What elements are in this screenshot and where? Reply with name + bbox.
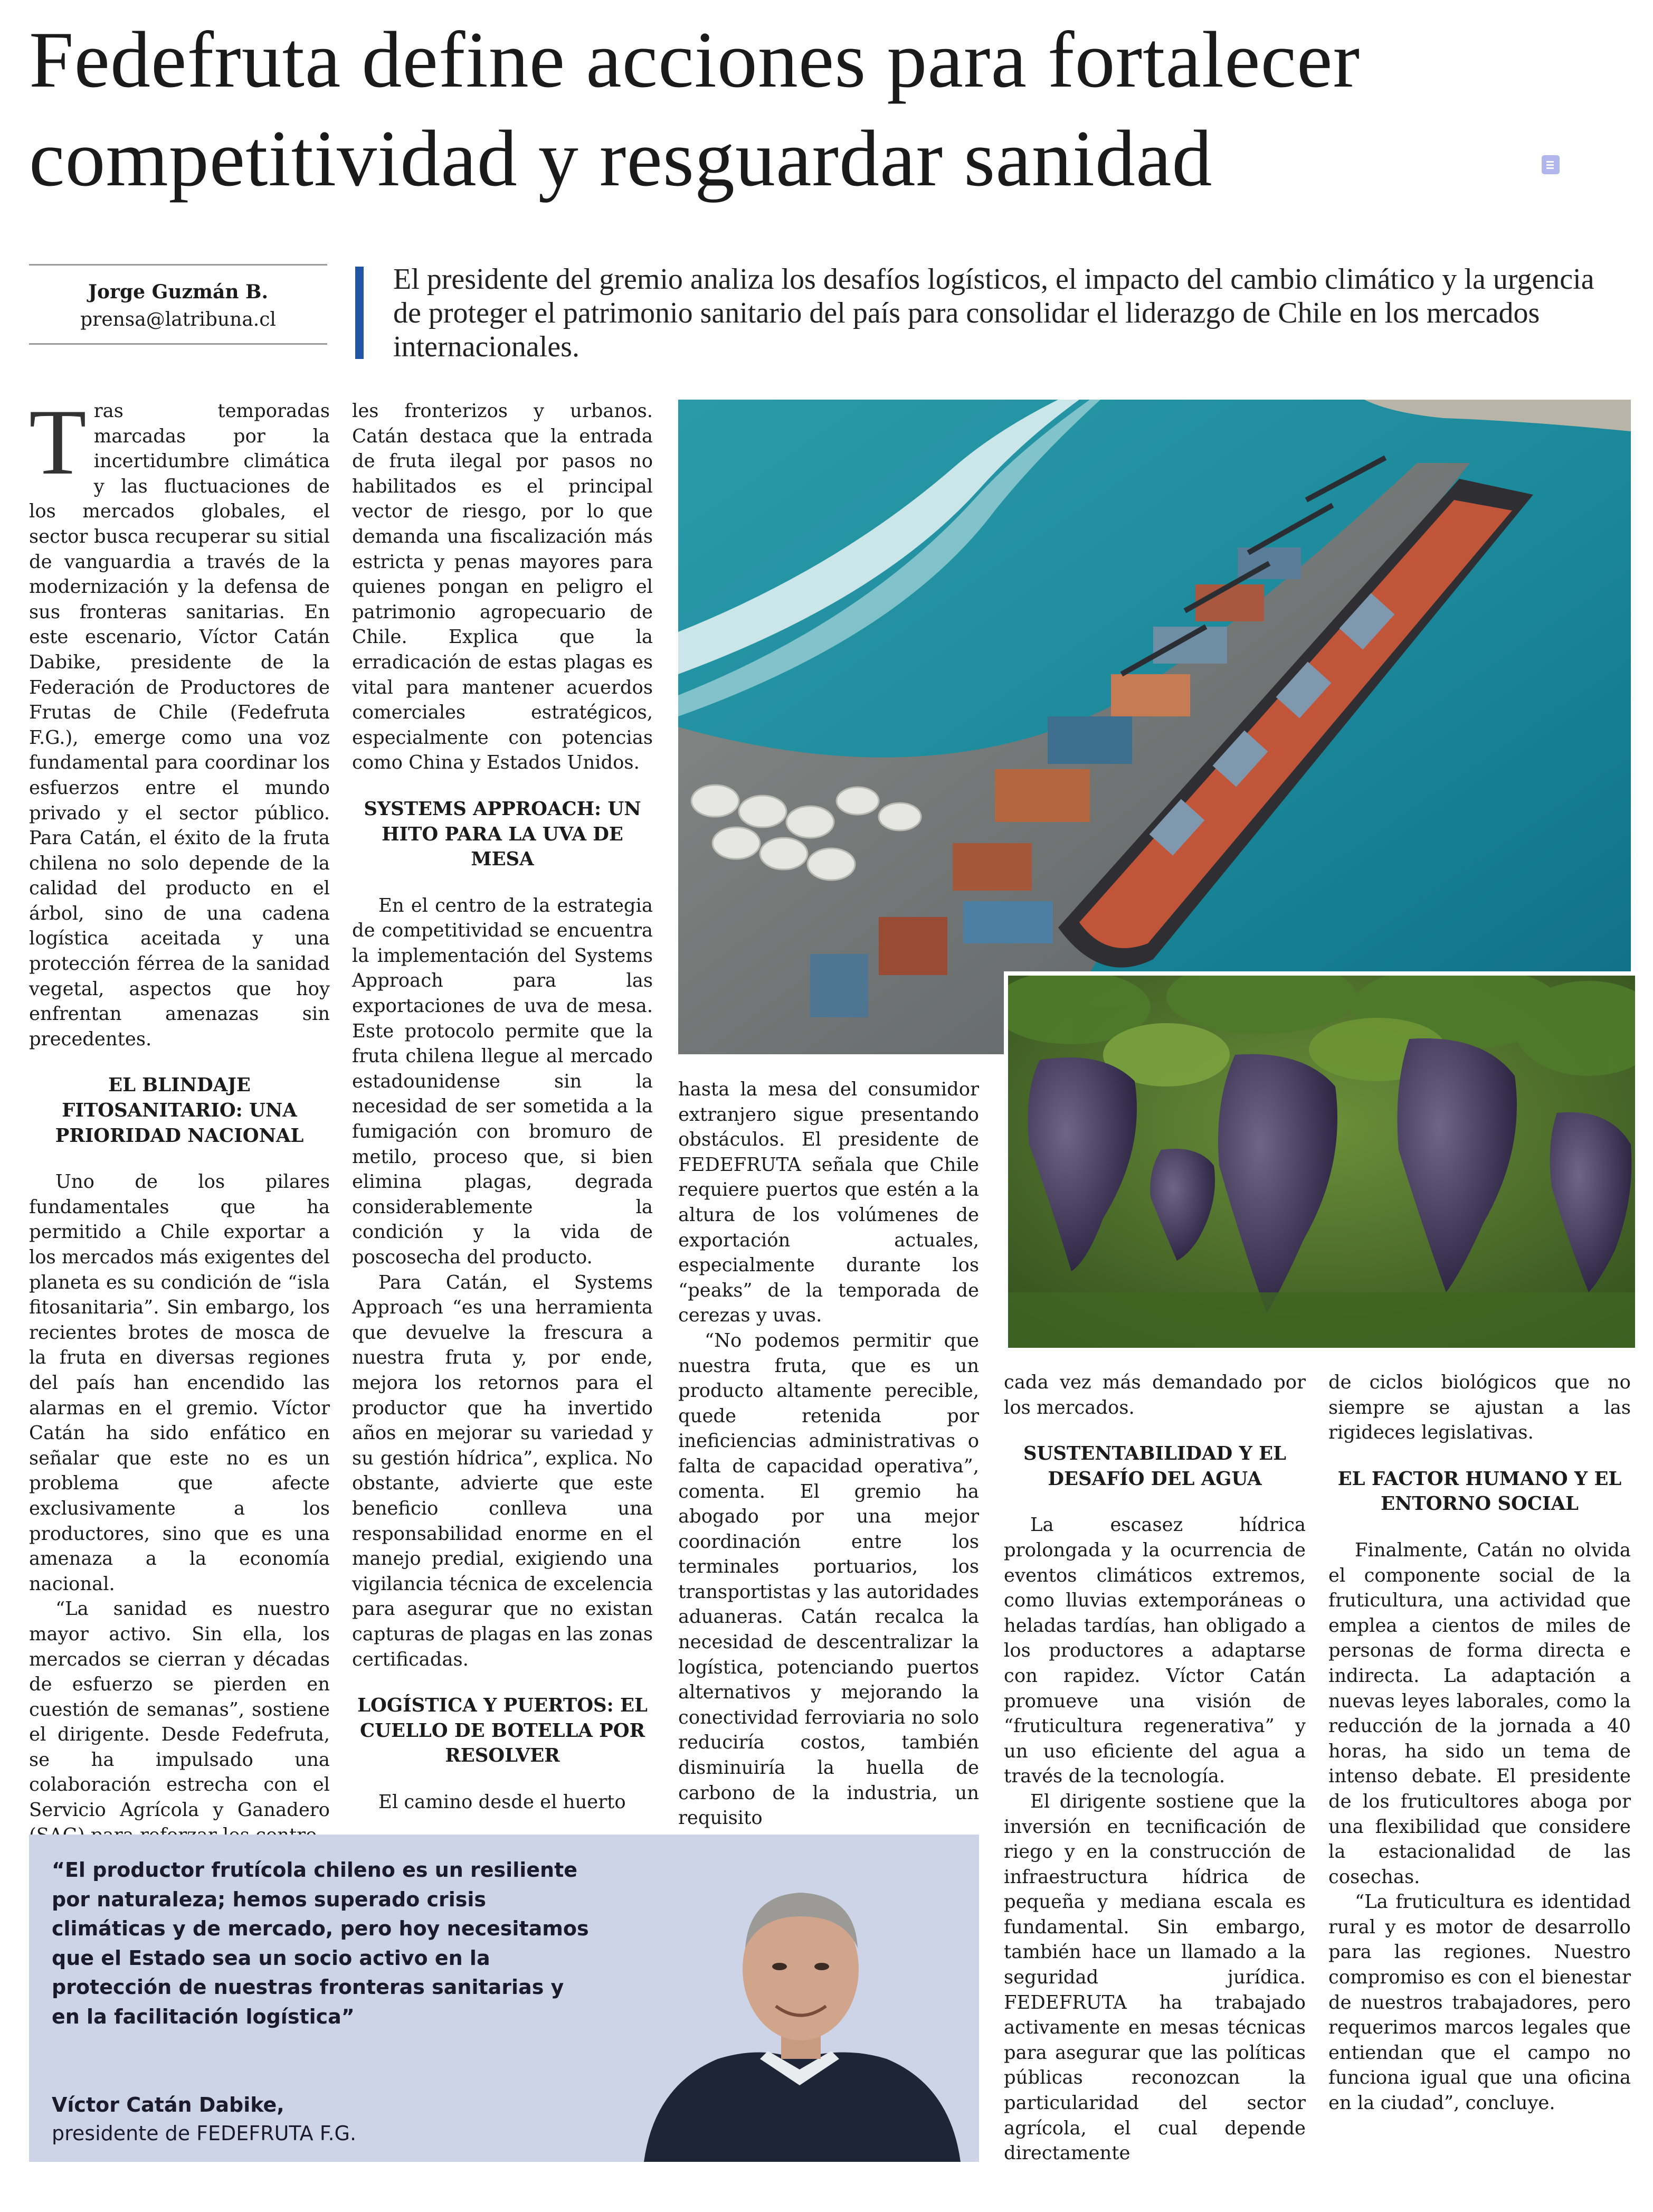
paragraph: “La sanidad es nuestro mayor activo. Sin ella, los mercados se cierran y décadas de esfuerzo se pierden en cuestión de semanas”, sostiene el dirigente. Desde Fedefruta, se ha impulsado una colaboración estrecha con el Servicio Agrícola y Ganadero	[29, 1598, 330, 1821]
column-3	[678, 1077, 979, 1831]
author-name: Jorge Guzmán B.	[88, 281, 269, 303]
column-1	[29, 390, 330, 1848]
paragraph: les fronterizos y urbanos. Catán destaca que la entrada de fruta ilegal por pasos no habilitados es el principal vector de riesgo, por lo que demanda una fiscalización más estricta y penas mayores para quienes pongan en peligro el patrimonio agropecuario de Chile. Explica que la erradicación de estas plagas es vital para mantener acuerdos comerciales estratégicos, especialmente con potencias como China y Estados Unidos.	[352, 400, 653, 774]
port-photo	[678, 400, 1631, 1054]
pull-quote-text: “El productor frutícola chileno es un resiliente por naturaleza; hemos superado crisis climáticas y de mercado, pero hoy necesitamos que el Estado sea un socio activo en la protección de nuestras fronteras sanitarias y en la facilitación logística”	[52, 1858, 589, 2028]
quote-author-name: Víctor Catán Dabike,	[52, 2093, 284, 2116]
subheading: EL BLINDAJE FITOSANITARIO: UNA PRIORIDAD NACIONAL	[55, 1074, 304, 1147]
paragraph: En el centro de la estrategia de competitividad se encuentra la implementación del Systems Approach para las exportaciones de uva de mesa. Este protocolo permite que la fruta chilena llegue al mercado estadounidense sin la necesidad de ser sometida a la fumigación con bromuro de metilo, proceso que, si bien elimina plagas, degrada considerablemente la condición y la vida de poscosecha del producto.	[352, 894, 653, 1268]
subheading: EL FACTOR HUMANO Y EL ENTORNO SOCIAL	[1337, 1468, 1622, 1515]
paragraph: hasta la mesa del consumidor extranjero sigue presentando obstáculos. El presidente de FEDEFRUTA señala que Chile requiere puertos que estén a la altura de los volúmenes de exportación actuales, especialmente durante los “peaks” de la temporada de cerezas y uvas.	[678, 1079, 979, 1327]
column-2	[352, 399, 653, 1814]
paragraph: “No podemos permitir que nuestra fruta, que es un producto altamente perecible, quede retenida por ineficiencias administrativas o falta de capacidad operativa”, comenta. El gremio ha abogado por una mejor coordinación entre los terminales portuarios, los transportistas y las autoridades aduaneras. Catán recalca la necesidad de descentralizar la logística, potenciando puertos alternativos y mejorando la conectividad ferroviaria no solo reduciría costos, también disminuiría la huella de carbono de la industria, un requisito	[678, 1329, 979, 1829]
paragraph: de ciclos biológicos que no siempre se ajustan a las rigideces legislativas.	[1328, 1372, 1631, 1444]
paragraph: Finalmente, Catán no olvida el componente social de la fruticultura, una actividad que emplea a cientos de miles de personas de forma directa e indirecta. La adaptación a nuevas leyes laborales, como la reducción de la jornada a 40 horas, ha sido un tema de intenso debate. El presidente de los fruticultores aboga por una flexibilidad que considere la estacionalidad de las cosechas.	[1328, 1539, 1631, 1888]
quote-author-role: presidente de FEDEFRUTA F.G.	[52, 2122, 357, 2145]
subheading: LOGÍSTICA Y PUERTOS: EL CUELLO DE BOTELLA POR RESOLVER	[357, 1695, 648, 1767]
note-icon[interactable]	[1542, 155, 1560, 174]
deck-accent-bar	[355, 267, 364, 359]
column-5	[1328, 1370, 1631, 2116]
subheading: SYSTEMS APPROACH: UN HITO PARA LA UVA DE MESA	[364, 798, 641, 871]
pull-quote-attribution	[52, 2091, 527, 2148]
column-4	[1004, 1370, 1306, 2166]
paragraph: cada vez más demandado por los mercados.	[1004, 1372, 1306, 1419]
paragraph: “La fruticultura es identidad rural y es motor de desarrollo para las regiones. Nuestro compromiso es con el bienestar de nuestros trabajadores, pero requerimos marcos legales que entiendan que el campo no funciona igual que una oficina en la ciudad”, concluye.	[1328, 1891, 1631, 2114]
paragraph: ras temporadas marcadas por la incertidumbre climática y las fluctuaciones de los mercados globales, el sector busca recuperar su sitial de vanguardia a través de la modernización y la defensa de sus fronteras sanitarias. En este escenario, Víctor Catán Dabike, presidente de la Federación de Productores de Frutas de Chile (Fedefruta F.G.), emerge como una voz fundamental para coordinar los esfuerzos entre el mundo privado y el sector público. Para Catán, el éxito de la fruta chilena no solo depende de la calidad del producto en el árbol, sino de una cadena logística aceitada y una protección férrea de la sanidad vegetal, aspectos que hoy enfrentan amenazas sin precedentes.	[29, 400, 330, 1050]
paragraph: La escasez hídrica prolongada y la ocurrencia de eventos climáticos extremos, como lluvias extemporáneas o heladas tardías, han obligado a los productores a adaptarse con rapidez. Víctor Catán promueve una visión de “fruticultura regenerativa” y un uso eficiente del agua a través de la tecnología.	[1004, 1514, 1306, 1788]
byline-rule-top	[29, 264, 327, 266]
paragraph: Uno de los pilares fundamentales que ha permitido a Chile exportar a los mercados más exigentes del planeta es su condición de “isla fitosanitaria”. Sin embargo, los recientes brotes de mosca de la fruta en diversas regiones del país han encendido las alarmas en el gremio. Víctor Catán ha sido enfático en señalar que este no es un problema que afecte exclusivamente a los productores, sino que es una amenaza a la economía nacional.	[29, 1171, 330, 1595]
headline: Fedefruta define acciones para fortalecer competitividad y resguardar sanidad	[29, 15, 1361, 203]
byline-rule-bottom	[29, 343, 327, 345]
portrait-photo	[623, 1837, 979, 2162]
grapes-photo	[1004, 971, 1635, 1348]
drop-cap: T	[29, 390, 87, 494]
paragraph: El camino desde el huerto	[378, 1791, 626, 1813]
byline	[29, 277, 327, 333]
subheading: SUSTENTABILIDAD Y EL DESAFÍO DEL AGUA	[1023, 1443, 1286, 1490]
paragraph: El dirigente sostiene que la inversión en tecnificación de riego y en la construcción de infraestructura hídrica de pequeña y mediana escala es fundamental. Sin embargo, también hace un llamado a la seguridad jurídica. FEDEFRUTA ha trabajado activamente en mesas técnicas para asegurar que las políticas públicas reconozcan la particularidad del sector agrícola, el cual depende directamente	[1004, 1790, 1306, 2164]
author-email: prensa@latribuna.cl	[80, 309, 276, 330]
deck: El presidente del gremio analiza los desafíos logísticos, el impacto del cambio climático y la urgencia de proteger el patrimonio sanitario del país para consolidar el liderazgo de Chile en los mercados internacionales.	[393, 263, 1594, 363]
paragraph: Para Catán, el Systems Approach “es una herramienta que devuelve la frescura a nuestra fruta y, por ende, mejora los retornos para el productor que ha invertido años en mejorar su variedad y su gestión hídrica”, explica. No obstante, advierte que este beneficio conlleva una responsabilidad enorme en el manejo predial, exigiendo una vigilancia técnica de excelencia para asegurar que no existan capturas de plagas en las zonas certificadas.	[352, 1271, 653, 1670]
